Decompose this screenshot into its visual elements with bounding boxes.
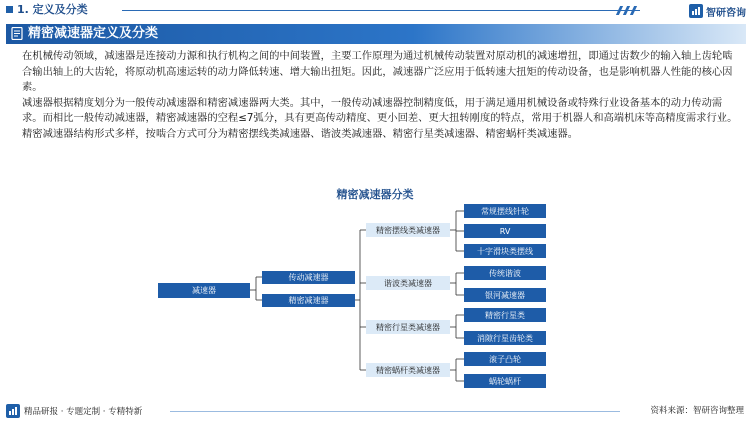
section-marker-icon (6, 6, 13, 13)
footer-tagline: 精品研报 · 专题定制 · 专精特新 (24, 407, 143, 417)
level1-node: 传动减速器 (262, 271, 355, 284)
stripes-icon (616, 6, 638, 15)
level1-node: 精密减速器 (262, 294, 355, 307)
leaf-node: 常规摆线针轮 (464, 204, 546, 218)
leaf-node: 蜗轮蜗杆 (464, 374, 546, 388)
leaf-node: RV (464, 224, 546, 238)
classification-diagram (0, 200, 750, 395)
document-icon (11, 27, 23, 40)
brand-name: 智研咨询 (706, 7, 746, 19)
paragraph: 在机械传动领域，减速器是连接动力源和执行机构之间的中间装置，主要工作原理为通过机械传动装置对原动机的减速增扭，即通过齿数少的输入轴上齿轮啮合输出轴上的大齿轮，将原动机高速运转的动力降低转速、增大输出扭矩。因此，减速器广泛应用于低转速大扭矩的传动设备，也是影响机器人性能的核心因素。 (22, 50, 733, 94)
leaf-node: 消隙行星齿轮类 (464, 331, 546, 345)
footer (0, 400, 750, 422)
brand-logo-icon (689, 4, 703, 18)
leaf-node: 银河减速器 (464, 288, 546, 302)
group-node: 精密蜗杆类减速器 (366, 363, 450, 377)
brand (689, 3, 746, 19)
footer-logo-icon (6, 404, 20, 418)
header-divider (122, 10, 640, 11)
footer-divider (170, 411, 620, 412)
source-note: 资料来源：智研咨询整理 (650, 406, 744, 416)
group-node: 谐波类减速器 (366, 276, 450, 290)
leaf-node: 传统谐波 (464, 266, 546, 280)
top-bar (0, 0, 750, 22)
leaf-node: 滚子凸轮 (464, 352, 546, 366)
paragraph: 减速器根据精度划分为一般传动减速器和精密减速器两大类。其中，一般传动减速器控制精度低，用于满足通用机械设备或特殊行业设备基本的动力传动需求。而相比一般传动减速器，精密减速器的空程≤7弧分，具有更高传动精度、更小回差、更大扭转刚度的特点，常用于机器人和高端机床等高精度需求行业。精密减速器结构形式多样，按啮合方式可分为精密摆线类减速器、谐波类减速器、精密行星类减速器、精密蜗杆类减速器。 (22, 96, 738, 140)
page-title: 精密减速器定义及分类 (28, 26, 159, 41)
leaf-node: 精密行星类 (464, 308, 546, 322)
title-bar (6, 24, 746, 44)
leaf-node: 十字滑块类摆线 (464, 244, 546, 258)
group-node: 精密摆线类减速器 (366, 223, 450, 237)
body-text (22, 49, 742, 143)
group-node: 精密行星类减速器 (366, 320, 450, 334)
root-node: 减速器 (158, 283, 250, 298)
section-heading: 1. 定义及分类 (17, 3, 88, 16)
footer-tags (6, 400, 142, 422)
diagram-title: 精密减速器分类 (336, 188, 414, 201)
